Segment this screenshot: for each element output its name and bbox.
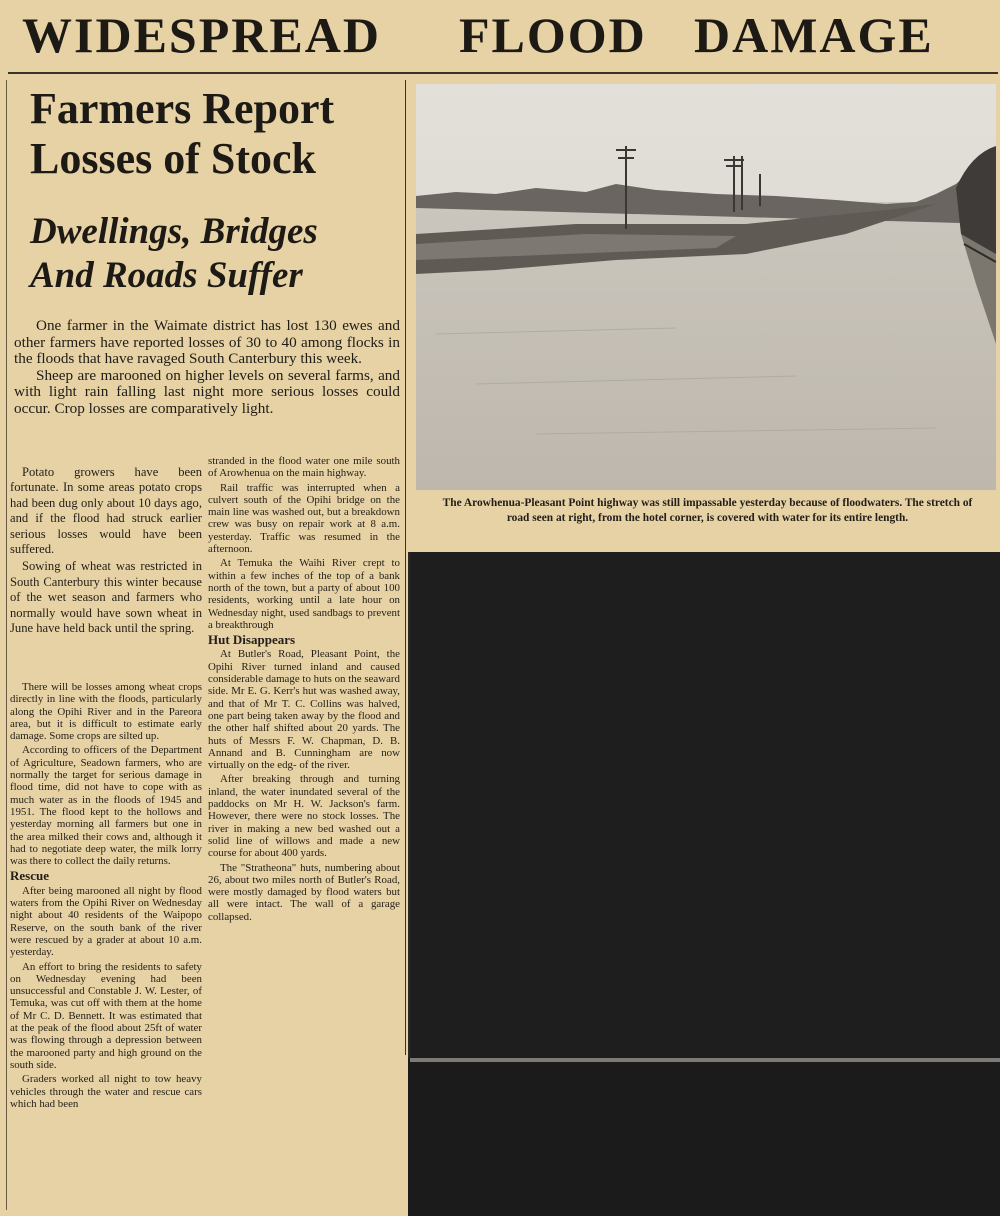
lead-paragraphs [14, 318, 400, 418]
article-column [208, 455, 400, 925]
headline-word: DAMAGE [694, 7, 934, 63]
column-divider [405, 80, 406, 1055]
flood-photo [416, 84, 996, 490]
deck-line: Dwellings, Bridges [30, 211, 318, 252]
deck-line: And Roads Suffer [30, 255, 303, 296]
paragraph: There will be losses among wheat crops directly in line with the floods, particularly along the Opihi River and in the Pareora area, but it is difficult to estimate early damage. Some crops are silted up. [10, 681, 202, 743]
crosshead: Rescue [10, 868, 49, 884]
article-column [10, 681, 202, 1112]
subheadline-line: Losses of Stock [30, 134, 317, 183]
paragraph: Sowing of wheat was restricted in South Canterbury this winter because of the wet season and farmers who normally would have sown wheat in June have held back until the spring. [10, 559, 202, 636]
paragraph: Potato growers have been fortunate. In some areas potato crops had been dug only about 10 days ago, and if the flood had struck earlier serious losses would have been suffered. [10, 465, 202, 557]
paragraph: At Temuka the Waihi River crept to within a few inches of the top of a bank north of the town, but a party of about 100 residents, working until a late hour on Wednesday night, used sandbags to prevent a breakthrough [208, 557, 400, 631]
subheadline [30, 84, 400, 184]
paragraph: The "Stratheona" huts, numbering about 26, about two miles north of Butler's Road, were mostly damaged by flood waters but all were intact. The wall of a garage collapsed. [208, 861, 400, 923]
headline-word: FLOOD [459, 7, 647, 63]
column-divider [6, 80, 7, 1210]
paragraph: Sheep are marooned on higher levels on several farms, and with light rain falling last night more serious losses could occur. Crop losses are comparatively light. [14, 366, 400, 417]
paragraph: Rail traffic was interrupted when a culvert south of the Opihi bridge on the main line was washed out, but a breakdown crew was busy on repair work at 8 a.m. yesterday. Traffic was resumed in the afternoon. [208, 481, 400, 556]
paragraph: According to officers of the Department of Agriculture, Seadown farmers, who are normally the target for serious damage in flood time, did not have to cope with as much water as in the floods of 1945 and 1951. The flood kept to the hollows and yesterday morning all farmers but one in the area milked their cows and, although it had to negotiate deep water, the milk lorry was there to collect the daily returns. [10, 744, 202, 868]
subheadline-line: Farmers Report [30, 84, 335, 133]
paragraph: stranded in the flood water one mile south of Arowhenua on the main highway. [208, 455, 400, 480]
headline [14, 6, 994, 68]
headline-word: WIDESPREAD [22, 7, 381, 63]
paragraph: After being marooned all night by flood waters from the Opihi River on Wednesday night about 40 residents of the Waipopo Reserve, on the south bank of the river were rescued by a grader at about 10 a.m. yesterday. [10, 884, 202, 959]
divider [8, 72, 998, 74]
paragraph: An effort to bring the residents to safety on Wednesday evening had been unsuccessful and Constable J. W. Lester, of Temuka, was cut off with them at the home of Mr C. D. Bennett. It was estimated that at the peak of the flood about 25ft of water was flowing through a depression between the marooned party and high ground on the south side. [10, 960, 202, 1071]
crosshead: Hut Disappears [208, 632, 296, 648]
paragraph: One farmer in the Waimate district has lost 130 ewes and other farmers have reported losses of 30 to 40 among flocks in the floods that have ravaged South Canterbury this week. [14, 317, 400, 368]
paragraph: At Butler's Road, Pleasant Point, the Opihi River turned inland and caused considerable damage to huts on the seaward side. Mr E. G. Kerr's hut was washed away, and that of Mr T. C. Collins was halved, one part being taken away by the flood and the other half shifted about 20 yards. The huts of Messrs F. W. Chapman, D. B. Annand and B. Cunningham are now virtually on the edg- of the river. [208, 648, 400, 772]
photo-caption: The Arowhenua-Pleasant Point highway was still impassable yesterday because of floodwaters. The stretch of road seen at right, from the hotel corner, is covered with water for its entire length. [442, 497, 973, 524]
italic-deck [30, 210, 400, 298]
background-edge [410, 1058, 1000, 1062]
background [410, 552, 1000, 1060]
article-column [10, 465, 202, 638]
paragraph: Graders worked all night to tow heavy vehicles through the water and rescue cars which had been [10, 1073, 202, 1110]
paragraph: After breaking through and turning inland, the water inundated several of the paddocks on Mr H. W. Jackson's farm. However, there were no stock losses. The river in making a new bed washed out a solid line of willows and made a new course for about 400 yards. [208, 773, 400, 860]
